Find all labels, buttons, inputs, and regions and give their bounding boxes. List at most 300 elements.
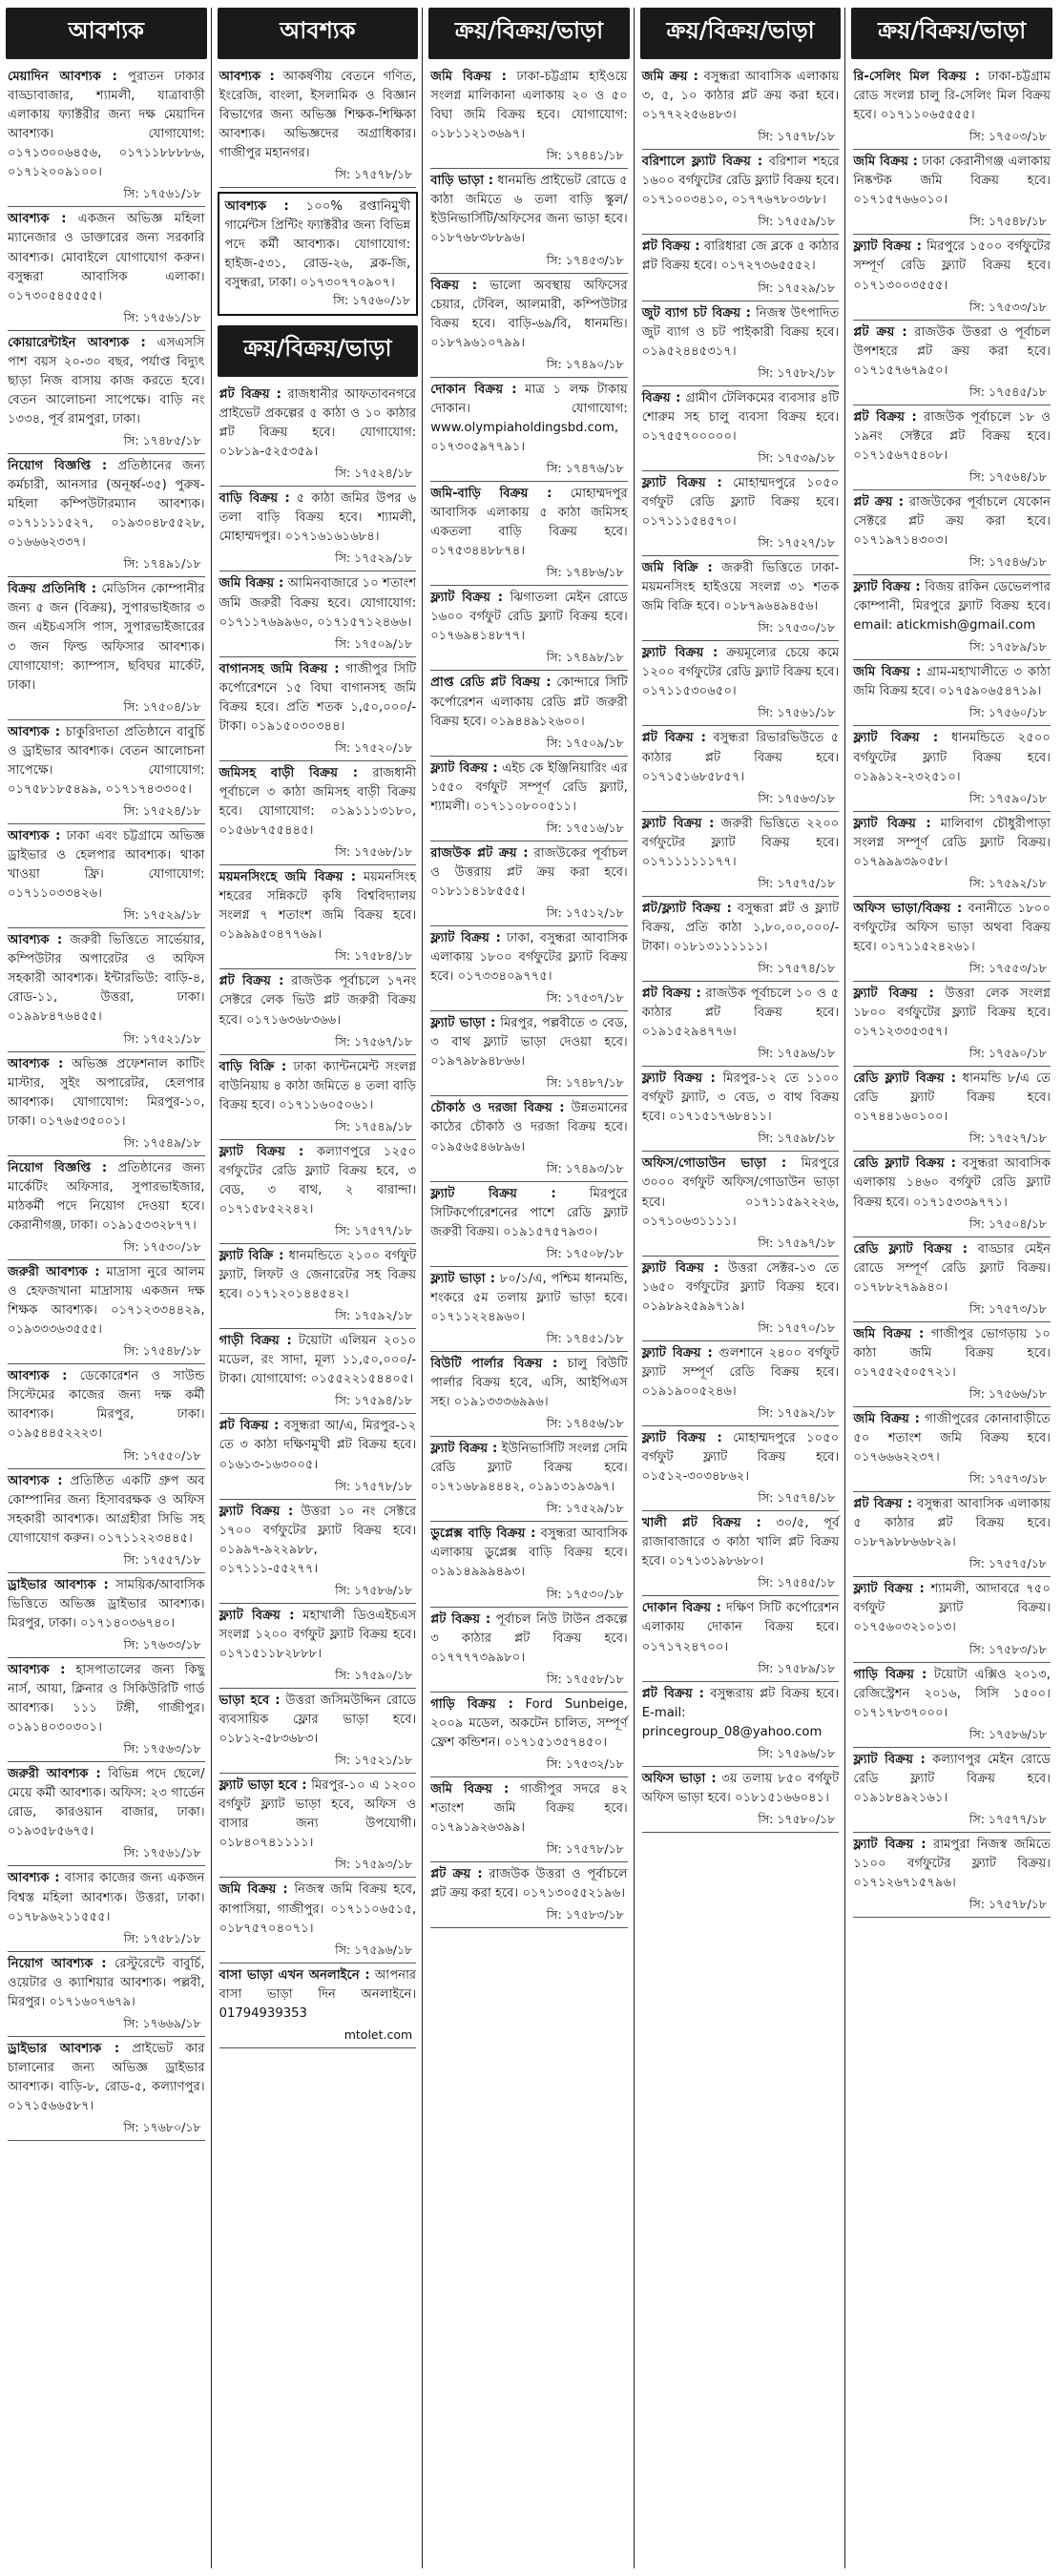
ad-body: বসুন্ধরা আবাসিক এলাকায় ৩, ৫, ১০ কাঠার প্লট ক্রয় করা হবে। ০১৭৭২২৫৬৪৮৩। [641,70,840,123]
ad-reference: সি: ১৭৫২৪/১৮ [8,800,205,824]
ad-body: ঝিগাতলা মেইন রোডে ১৬০০ বর্গফুট রেডি ফ্ল্যাট বিক্রয় হবে। ০১৭৬৯৪১৪৮৭৭। [430,591,628,644]
classified-ad [851,235,1052,320]
ad-heading: রি-সেলিং মিল বিক্রয় : [853,70,980,84]
ad-reference: সি: ১৭৪৭৬/১৮ [430,457,628,482]
column-5 [851,8,1056,2568]
ad-body: উত্তরা সেক্টর-১৩ তে ১৬৫০ বর্গফুটের ফ্ল্যাট বিক্রয় হবে। ০১৯৮৯২৫৯৯৭১৯। [641,1260,840,1314]
ad-heading: জমি বিক্রয় : [219,1882,288,1898]
ad-body: গ্রামীণ টেলিকমের ব্যবসার ৪টি শোরুম সহ চালু ব্যবসা বিক্রয় হবে। ০১৭৫৫৭০০০০০। [641,390,840,444]
classified-ad [218,761,419,865]
ad-reference: সি: ১৭৫৭৮/১৮ [853,1893,1051,1918]
ad-reference: সি: ১৭৫৬০/১৮ [853,701,1051,726]
ad-reference: সি: ১৭৫০৪/১৮ [8,696,205,720]
classified-ad [6,577,207,719]
ad-heading: প্লট ক্রয় : [853,324,907,340]
ad-body: মোহাম্মদপুরে ১০৫০ বর্গফুট ফ্ল্যাট বিক্রয় হবে। ০১৫১২-৩০৩৪৮৬২। [641,1431,840,1485]
ad-body: বসুন্ধরা রিভারভিউতে ৫ কাঠার প্লট বিক্রয় হবে। ০১৭১৫১৬৮৫৮৫৭। [641,731,840,784]
ad-heading: প্লট বিক্রয় : [641,731,706,746]
ad-body: সাময়িক/আবাসিক ভিত্তিতে অভিজ্ঞ ড্রাইভার আবশ্যক। মিরপুর, ঢাকা। ০১৭১৪০৩৬৭৪০। [8,1577,205,1631]
ad-body: জরুরী ভিত্তিতে ঢাকা-ময়মনসিংহ হাইওয়ে সংলগ্ন ৩১ শতক জমি বিক্রি হবে। ০১৮৭৯৬৪৯৪৫৬। [641,561,840,614]
classified-ad [851,321,1052,405]
classified-ad [428,671,630,756]
classified-ad [218,1329,419,1414]
classified-ad [428,378,630,482]
ad-body: ইউনিভার্সিটি সংলগ্ন সেমি রেডি ফ্ল্যাট বিক্রয় হবে। ০১৭১৬৮৯৪৪৪২, ০১৯১৩১৯৩৯৭। [430,1442,628,1495]
ad-reference: সি: ১৭৫০৮/১৮ [430,1242,628,1267]
ad-heading: দোকান বিক্রয় : [430,382,517,397]
ad-heading: ফ্ল্যাট বিক্রয় : [430,1442,498,1457]
classified-ad [640,1426,842,1511]
classified-ad [6,1762,207,1866]
ad-body: গাজীপুর সিটি কর্পোরেশনে ১৫ বিঘা বাগানসহ জমি বিক্রয় হবে। প্রতি শতক ১,৫০,০০০/- টাকা। ০১৯১৫০৩০৩৪৪। [219,661,417,734]
ad-reference: সি: ১৭৫৮২/১৮ [642,362,840,386]
classified-ad [428,926,630,1011]
ad-heading: বাগানসহ জমি বিক্রয় : [219,661,340,676]
ad-body: প্রতিষ্ঠানের জন্য মার্কেটিং অফিসার, সুপারভাইজার, মাঠকর্মী পদে নিয়োগ দেওয়া হবে। কেরানীগঞ্জ, ঢাকা। ০১৯১৫৩৩২৮৭৭। [8,1160,205,1233]
ad-heading: জমি-বাড়ি বিক্রয় : [430,487,552,501]
ad-heading: ফ্ল্যাট বিক্রয় : [853,1582,925,1597]
ad-reference: সি: ১৭৫৯০/১৮ [853,787,1051,812]
classified-ad [6,1952,207,2037]
ad-reference: সি: ১৭৪৫৬/১৮ [430,1412,628,1437]
ad-body: উত্তরা ১০ নং সেক্টরে ১৭০০ বর্গফুটের ফ্ল্যাট বিক্রয় হবে। ০১৯৯৭-৯২২৯৮৮, ০১৭১১১-৫৫২৭৭। [219,1504,417,1576]
ad-reference: সি: ১৭৪৯৩/১৮ [430,1157,628,1182]
ad-heading: ফ্ল্যাট বিক্রয় : [853,816,931,831]
classified-ad [6,1469,207,1573]
ad-heading: ফ্ল্যাট বিক্রয় : [641,816,715,831]
ad-reference: সি: ১৭৪৮৬/১৮ [430,561,628,586]
ad-heading: নিয়োগ আবশ্যক : [8,1956,107,1971]
classified-ad [218,1878,419,1963]
ad-body: গাজীপুরের কোনাবাড়ীতে ৫০ শতাংশ জমি বিক্রয় হবে। ০১৭৬৬৬২২৩৭। [853,1411,1051,1465]
ad-heading: নিয়োগ বিজ্ঞপ্তি : [8,1160,108,1175]
classified-ad [6,1658,207,1762]
section-header: আবশ্যক [218,8,419,59]
ad-reference: সি: ১৭৪৮৫/১৮ [8,429,205,454]
ad-heading: প্লট ক্রয় : [853,494,905,509]
ad-reference: সি: ১৭৫৩৭/১৮ [430,987,628,1011]
ad-body: অভিজ্ঞ প্রফেশনাল কাটিং মাস্টার, সুইং অপারেটর, হেলপার আবশ্যক। যোগাযোগ: মিরপুর-১০, ঢাকা। ০১৭৬৫৩৫০০১। [8,1056,205,1129]
ad-reference: সি: ১৭৪৯০/১৮ [430,353,628,378]
ad-heading: আবশ্যক : [8,1662,66,1677]
ad-heading: ফ্ল্যাট ভাড়া : [430,1016,496,1031]
ad-body: মিরপুর-১০ এ ১২০০ বর্গফুট ফ্ল্যাট ভাড়া হবে, অফিস ও বাসার জন্য উপযোগী। ০১৮৪০৭৪১১১১। [219,1778,417,1851]
ad-body: রাজধানীর আফতাবনগরে প্রাইভেট প্রকল্পের ৫ কাঠা ও ১০ কাঠার প্লট বিক্রয় হবে। যোগাযোগ: ০১৮১৯-৫২৫৩৫৯। [219,387,417,460]
ad-reference: সি: ১৭৪৯৮/১৮ [430,646,628,671]
ad-body: গুলশানে ২৪০০ বর্গফুট ফ্ল্যাট সম্পূর্ণ রেডি বিক্রয় হবে। ০১৯১৯০০৫২৪৬। [641,1345,840,1399]
ad-heading: বাড়ি বিক্রি : [219,1059,287,1074]
ad-body: নিজস্ব জমি বিক্রয় হবে, কাপাসিয়া, গাজীপুর। ০১৭১১০৬৫১৫, ০১৮৭৫৭০৪০৭১। [219,1882,417,1936]
ad-reference: সি: ১৭৫৪৫/১৮ [642,1571,840,1596]
ad-reference: সি: ১৭৫৯৪/১৮ [219,1389,417,1414]
ad-reference: সি: ১৭৫৮৪/১৮ [219,945,417,969]
ad-heading: বাড়ি বিক্রয় : [219,491,290,507]
ad-heading: অফিস/গোডাউন ভাড়া : [641,1156,787,1172]
classified-ad [218,1055,419,1140]
ad-heading: চৌকাঠ ও দরজা বিক্রয় : [430,1101,565,1116]
ad-heading: কোয়ারেন্টাইন আবশ্যক : [8,335,146,350]
ad-heading: খালী প্লট বিক্রয় : [641,1516,761,1531]
section-header: ক্রয়/বিক্রয়/ভাড়া [428,8,630,59]
ad-body: রাজউক পূর্বাচলে ১৭নং সেক্টরে লেক ভিউ প্লট জরুরী বিক্রয় হবে। ০১৭১৬৩৬৮৩৬৬। [219,974,417,1028]
classified-ad [640,641,842,726]
ad-heading: ফ্ল্যাট বিক্রয় : [853,1752,926,1767]
classified-ad [851,1492,1052,1577]
ad-reference: সি: ১৭৫৪৮/১৮ [853,210,1051,235]
ad-body: রাজউকের পূর্বাচল ও উত্তরায় প্লট ক্রয় করা হবে। ০১৮১১৪১৮৫৫৫। [430,845,628,899]
ad-body: মিরপুর-১২ তে ১১০০ বর্গফুট ফ্ল্যাট, ৩ বেড, ৩ বাথ বিক্রয় হবে। ০১৭১৫১৭৬৮৪১১। [641,1071,840,1125]
ad-reference: সি: ১৭৫৭৮/১৮ [430,1838,628,1862]
ad-body: প্রাইভেট কার চালানোর জন্য অভিজ্ঞ ড্রাইভার আবশ্যক। বাড়ি-৮, রোড-৫, কল্যাণপুর। ০১৭১৫৬৬৫৮৭। [8,2041,205,2113]
section-header: ক্রয়/বিক্রয়/ভাড়া [218,325,419,377]
ad-reference: সি: ১৭৫৭৭/১৮ [853,1808,1051,1833]
ad-heading: অফিস ভাড়া : [641,1771,717,1786]
ad-reference: সি: ১৭৫৩০/১৮ [430,1583,628,1608]
ad-body: বারিধারা জে ব্লকে ৫ কাঠার প্লট বিক্রয় হবে। ০১৭২৭৩৬৫৫৫২। [641,239,840,274]
ad-heading: ফ্ল্যাট বিক্রয় : [641,1071,716,1087]
classified-ad [640,301,842,386]
ad-reference: সি: ১৭৫৭৩/১৮ [853,1467,1051,1492]
section-header: ক্রয়/বিক্রয়/ভাড়া [640,8,842,59]
classified-ad [428,1862,630,1928]
classified-ad [6,1364,207,1468]
ad-reference: সি: ১৭৫৭০/১৮ [642,1317,840,1341]
ad-body: পূর্বাচল নিউ টাউন প্রকল্পে ৩ কাঠার প্লট বিক্রয় হবে। ০১৭৭৭৭৩৯৯৮০। [430,1611,628,1665]
ad-heading: ড্রাইভার আবশ্যক : [8,1577,109,1592]
classified-ad [6,2037,207,2141]
classified-ad [6,824,207,928]
classified-ad [218,65,419,188]
ad-body: কোন্দারে সিটি কর্পোরেশন এলাকায় রেডি প্লট জরুরী বিক্রয় হবে। ০১৯৪৪৯১২৬০০। [430,675,628,729]
classified-ad [851,1833,1052,1918]
ad-body: গাজীপুর সদরে ৪২ শতাংশ জমি বিক্রয় হবে। ০১৭৯১৯২৬৩৯৯। [430,1781,628,1835]
ad-reference: সি: ১৭৫০৯/১৮ [219,633,417,657]
ad-reference: সি: ১৭৫৬১/১৮ [8,182,205,207]
ad-reference: সি: ১৭৫৬১/১৮ [8,1841,205,1866]
classified-ad [428,1437,630,1522]
ad-reference: সি: ১৭৫৭৮/১৮ [219,163,417,188]
ad-body: ৩য় তলায় ৮৫০ বর্গফুট অফিস ভাড়া হবে। ০১৮১৫১৬৬০৪১। [641,1771,840,1805]
ad-body: জরুরী ভিত্তিতে ২২০০ বর্গফুটের ফ্ল্যাট বিক্রয় হবে। ০১৭১১১১১১৭৭। [641,816,840,869]
ad-reference: সি: ১৭৫৩০/১৮ [642,616,840,641]
ad-heading: বিক্রয় প্রতিনিধি : [8,582,96,597]
ad-heading: ফ্ল্যাট বিক্রয় : [853,1837,927,1852]
ad-body: রেস্টুরেন্টে বাবুর্চি, ওয়েটার ও ক্যাশিয়ার আবশ্যক। পল্লবী, মিরপুর। ০১৭১৬০৭৬৭৯। [8,1956,205,2009]
ad-heading: মেয়াদিন আবশ্যক : [8,70,117,84]
classified-ad [428,1522,630,1607]
classified-ad [218,1689,419,1774]
ad-heading: গাড়ী বিক্রয় : [219,1334,292,1349]
ad-reference: সি: ১৭৫২৯/১৮ [219,547,417,571]
ad-heading: আবশ্যক : [8,1871,60,1886]
ad-heading: আবশ্যক : [219,70,275,84]
ad-heading: ফ্ল্যাট বিক্রয় : [641,1260,719,1276]
ad-reference: সি: ১৭৫১২/১৮ [430,902,628,926]
ad-heading: আবশ্যক : [8,933,63,948]
column-4 [640,8,846,2568]
ad-body: ক্রয়মূল্যের চেয়ে কমে ১২০০ বর্গফুটের রেডি ফ্ল্যাট বিক্রয় হবে। ০১৭১১৫৩০৬৫০। [641,646,840,699]
ad-body: বিভিন্ন পদে ছেলে/মেয়ে কর্মী আবশ্যক। অফিস: ২৩ গার্ডেন রোড, কারওয়ান বাজার, ঢাকা। ০১৯৩৫৮৫৬৭৫। [8,1767,205,1839]
classified-ad [640,1341,842,1426]
ad-reference: সি: ১৭৫৯০/১৮ [219,1664,417,1689]
ad-reference: সি: ১৭৫০৯/১৮ [430,732,628,757]
ad-heading: ড্রাইভার আবশ্যক : [8,2041,120,2056]
ad-body: মিরপুরে সিটিকর্পোরেশনের পাশে রেডি ফ্ল্যাট জরুরী বিক্রয়। ০১৯১৫৭৫৭৯৩০। [430,1186,628,1239]
classified-ad [6,720,207,824]
classified-ad [640,897,842,982]
ad-reference: সি: ১৭৫৫৯/১৮ [642,210,840,235]
ad-heading: ময়মনসিংহে জমি বিক্রয় : [219,870,356,885]
ad-reference: সি: ১৭৫১৬/১৮ [430,817,628,841]
ad-heading: বিক্রয় : [641,390,681,405]
ad-heading: প্লট বিক্রয় : [853,1497,913,1512]
ad-body: প্রতিষ্ঠিত একটি গ্রুপ অব কোম্পানির জন্য হিসাবরক্ষক ও অফিস সহকারী আবশ্যক। আগ্রহীরা সিভি সহ যোগাযোগ করুন। ০১৭১১২২৩৪৪৫। [8,1473,205,1546]
ad-body: নিজস্ব উৎপাদিত জুট ব্যাগ ও চট পাইকারী বিক্রয় হবে। ০১৯৫২৪৪৫৩১৭। [641,305,840,359]
ad-reference: সি: ১৭৫৬৮/১৮ [219,841,417,865]
classified-ad [640,726,842,811]
ad-heading: রেডি ফ্ল্যাট বিক্রয় : [853,1156,956,1172]
ad-body: বরিশাল শহরে ১৬০০ বর্গফুটের রেডি ফ্ল্যাট বিক্রয় হবে। ০১৭১০০৩৪১০, ০১৭৭৬৭৮০৩৮৮। [641,155,840,208]
classified-ad [218,1774,419,1878]
ad-heading: অফিস ভাড়া/বিক্রয় : [853,901,963,916]
ad-reference: সি: ১৭৫০৩/১৮ [853,125,1051,150]
classified-ad [851,660,1052,726]
ad-reference: সি: ১৭৫৮৬/১৮ [219,1579,417,1604]
ad-reference: সি: ১৭৫৬১/১৮ [8,306,205,331]
ad-heading: ফ্ল্যাট বিক্রয় : [853,731,939,746]
classified-ad [640,471,842,556]
ad-reference: সি: ১৭৫৭৮/১৮ [642,125,840,150]
classified-ad [851,726,1052,811]
ad-heading: নিয়োগ বিজ্ঞপ্তি : [8,459,108,473]
ad-body: ধানমন্ডিতে ২৫০০ বর্গফুটের ফ্ল্যাট বিক্রয় হবে। ০১৯৯১২-২৩২৫১০। [853,731,1051,784]
ad-heading: গাড়ি বিক্রয় : [853,1667,927,1682]
ad-heading: আবশ্যক : [224,199,289,215]
ad-heading: বিক্রয় : [430,278,478,293]
classified-ad [428,65,630,169]
classified-ad [640,1596,842,1681]
ad-heading: প্লট বিক্রয় : [219,974,284,989]
ad-reference: সি: ১৭৫৬৭/১৮ [219,1030,417,1055]
classified-ad [428,274,630,378]
ad-reference: সি: ১৭৫৯২/১৮ [853,872,1051,897]
ad-heading: প্লট বিক্রয় : [219,1419,280,1434]
ad-body: মাত্র ১ লক্ষ টাকায় দোকান। যোগাযোগ: www.olympiaholdingsbd.com, ০১৭৩০৫৯৭৭৯১। [430,382,628,454]
ad-reference: সি: ১৭৪৫১/১৮ [430,1327,628,1352]
classified-ad [428,1182,630,1267]
classified-ad [428,1011,630,1096]
column-2 [218,8,424,2568]
ad-body: উত্তরা লেক সংলগ্ন ১৮০০ বর্গফুটের ফ্ল্যাট বিক্রয় হবে। ০১৭১২৩৩৫৩৫৭। [853,987,1051,1040]
ad-body: ঢাকা ক্যান্টনমেন্ট সংলগ্ন বাউনিয়ায় ৪ কাঠা জমিতে ৪ তলা বাড়ি বিক্রয় হবে। ০১৭১১৬০৫০৬১। [219,1059,417,1112]
ad-heading: ফ্ল্যাট বিক্রয় : [219,1144,304,1159]
ad-body: আকর্ষণীয় বেতনে গণিত, ইংরেজি, বাংলা, ইসলামিক ও বিজ্ঞান বিভাগের জন্য অভিজ্ঞ শিক্ষক-শিক্ষিকা আবশ্যক। অভিজ্ঞদের অগ্রাধিকার। গাজীপুর মহানগর। [219,70,417,161]
ad-heading: জরুরী আবশ্যক : [8,1767,101,1782]
ad-body: কল্যাণপুরে ১২৫০ বর্গফুটের রেডি ফ্ল্যাট বিক্রয় হবে, ৩ বেড, ৩ বাথ, ২ বারান্দা। ০১৭১৫৮৫২২৪২। [219,1144,417,1216]
ad-heading: ফ্ল্যাট বিক্রয় : [430,760,498,776]
ad-body: শ্যামলী, আদাবরে ৭৫০ বর্গফুট ফ্ল্যাট বিক্রয়। ০১৭৫৬০৩২১০১৩। [853,1582,1051,1635]
classified-ad [218,969,419,1054]
ad-reference: সি: ১৭৫৪৫/১৮ [853,381,1051,405]
ad-reference: সি: ১৭৫৯৬/১৮ [219,1939,417,1963]
classified-ad [640,386,842,471]
ad-heading: প্লট বিক্রয় : [219,387,281,403]
ad-reference: সি: ১৭৫৯২/১৮ [642,1402,840,1426]
ad-body: টয়োটা এলিয়ন ২০১০ মডেল, রং সাদা, মূল্য ১১,৫০,০০০/- টাকা। যোগাযোগ: ০১৫৫২২১৫৪৪০৫। [219,1334,417,1387]
ad-heading: ডুপ্লেক্স বাড়ি বিক্রয় : [430,1527,536,1542]
classified-ad [6,928,207,1051]
ad-body: বাড্ডার মেইন রোডে সম্পূর্ণ রেডি ফ্ল্যাট বিক্রয়। ০১৭৮৮২৭৯৯৪০। [853,1241,1051,1295]
ad-heading: রাজউক প্লট ক্রয় : [430,845,529,861]
ad-reference: সি: ১৭৫৬৩/১৮ [8,1737,205,1762]
ad-reference: সি: ১৭৫৮১/১৮ [8,1927,205,1952]
classified-ad [851,1407,1052,1492]
ad-heading: দোকান বিক্রয় : [641,1601,721,1616]
ad-body: মিরপুর, পল্লবীতে ৩ বেড, ৩ বাথ ফ্ল্যাট ভাড়া দেওয়া হবে। ০১৯৭৯৮৯৪৮৬৬। [430,1016,628,1070]
ad-reference: সি: ১৭৫২১/১৮ [219,1749,417,1774]
ad-heading: আবশ্যক : [8,212,67,227]
ad-heading: ফ্ল্যাট বিক্রয় : [641,646,718,661]
ad-body: আপনার বাসা ভাড়া দিন অনলাইনে। 01794939353 [219,1967,417,2021]
classified-ad [218,487,419,571]
classified-ad [640,1682,842,1767]
ad-reference: সি: ১৭৬৩৩/১৮ [8,1633,205,1658]
classified-ad [6,65,207,207]
classified-ad [6,331,207,454]
ad-reference: সি: ১৭৫২৭/১৮ [642,531,840,556]
ad-heading: জমি বিক্রি : [641,561,713,576]
ad-heading: ভাড়া হবে : [219,1693,281,1709]
ad-heading: আবশ্যক : [8,1369,68,1384]
ad-reference: সি: ১৭৫৯৩/১৮ [219,1853,417,1878]
classified-ad [218,1140,419,1244]
ad-body: ধানমন্ডিতে ২১০০ বর্গফুট ফ্ল্যাট, লিফট ও জেনারেটর সহ বিক্রয় হবে। ০১৭১২০১৪৪৫৪২। [219,1249,417,1302]
ad-reference: সি: ১৭৫৫৮/১৮ [430,1668,628,1693]
ad-reference: সি: ১৭৫৫৩/১৮ [853,957,1051,982]
ad-body: এইচ কে ইঞ্জিনিয়ারিং এর ১৫৫০ বর্গফুট সম্পূর্ণ রেডি ফ্ল্যাট, শ্যামলী। ০১৭১১০৮০০৫১১। [430,760,628,814]
ad-reference: সি: ১৭৫০৪/১৮ [853,1213,1051,1237]
ad-heading: জমি বিক্রয় : [430,70,507,84]
classified-ad [6,1260,207,1364]
classified-ad [851,812,1052,897]
ad-body: বসুন্ধরা আবাসিক এলাকায় ৫ কাঠার প্লট বিক্রয় হবে। ০১৮৭৯৮৮৬৬৮২৯। [853,1497,1051,1550]
ad-heading: গাড়ি বিক্রয় : [430,1696,513,1712]
ad-reference: সি: ১৭৫৪৮/১৮ [8,1340,205,1364]
classified-ad [851,1577,1052,1662]
ad-reference: সি: ১৭৫২৯/১৮ [430,1497,628,1522]
classified-ad [640,982,842,1067]
classified-ad [851,1322,1052,1407]
ad-heading: প্রাপ্ত রেডি প্লট বিক্রয় : [430,675,552,691]
section-header: ক্রয়/বিক্রয়/ভাড়া [851,8,1052,59]
ad-reference: সি: ১৭৫৪৯/১৮ [219,1115,417,1140]
ad-reference: সি: ১৭৫৭৫/১৮ [642,872,840,897]
ad-reference: সি: ১৭৫৯৮/১৮ [642,1127,840,1152]
ad-heading: জমি বিক্রয় : [219,576,284,592]
classified-ad [218,657,419,761]
ad-heading: ফ্ল্যাট ভাড়া হবে : [219,1778,307,1794]
ad-reference: সি: ১৭৫৩২/১৮ [430,1753,628,1777]
classified-ad [851,1152,1052,1236]
column-3 [428,8,635,2568]
classified-ad [851,897,1052,982]
section-header: আবশ্যক [6,8,207,59]
ad-body: বসুন্ধরা আবাসিক এলাকায় ডুপ্লেক্স বাড়ি বিক্রয় হবে। ০১৯১৪৯৯৯৪৯৩। [430,1527,628,1580]
ad-body: Ford Sunbeige, ২০০৯ মডেল, অকটেন চালিত, সম্পূর্ণ ফ্রেশ কন্ডিশন। ০১৭১৫১৩৫৭৪৫০। [430,1696,628,1750]
ad-reference: সি: ১৭৫২৯/১৮ [8,904,205,928]
ad-heading: প্লট ক্রয় : [430,1867,483,1882]
ad-reference: সি: ১৭৫৮৬/১৮ [853,1723,1051,1748]
ad-body: ময়মনসিংহ শহরের সন্নিকটে কৃষি বিশ্ববিদ্যালয় সংলগ্ন ৭ শতাংশ জমি বিক্রয় হবে। ০১৯৯৯৫০৪৭৭৬৯। [219,870,417,943]
classified-ad [851,65,1052,150]
ad-reference: সি: ১৭৫৬০/১৮ [333,293,411,308]
ad-reference: সি: ১৭৫৮৩/১৮ [430,1903,628,1928]
ad-heading: জমিসহ বাড়ী বিক্রয় : [219,765,359,780]
ad-heading: ফ্ল্যাট বিক্রয় : [641,1431,722,1445]
ad-heading: ফ্ল্যাট বিক্রয় : [430,591,504,606]
ad-body: কল্যাণপুর মেইন রোডে রেডি ফ্ল্যাট বিক্রয় হবে। ০১৯১৮৪৯২১৬১। [853,1752,1051,1805]
ad-body: ঢাকা এবং চট্টগ্রামে অভিজ্ঞ ড্রাইভার ও হেলপার আবশ্যক। থাকা খাওয়া ফ্রি। যোগাযোগ: ০১৭১১০৩৩৪২৬। [8,828,205,902]
ad-reference: সি: ১৭৫২৯/১৮ [642,277,840,301]
ad-reference: সি: ১৭৫৬৪/১৮ [853,466,1051,490]
ad-heading: জমি বিক্রয় : [853,1411,920,1426]
ad-heading: প্লট বিক্রয় : [853,409,917,425]
ad-body: বিজয় রাকিন ডেভেলপার কোম্পানী, মিরপুরে ফ্ল্যাট বিক্রয় হবে। email: atickmish@gmail.com [853,580,1051,634]
ad-body: রাজউকের পূর্বাচলে যেকোন সেক্টরে প্লট ক্রয় করা হবে। ০১৭১৯৭১৪৩০৩। [853,494,1051,549]
ad-heading: জরুরী আবশ্যক : [8,1265,100,1279]
ad-body: মেডিসিন কোম্পানীর জন্য ৫ জন (বিক্রয়), সুপারভাইজার ৩ জন এইচএসসি পাস, সুপারভাইজারের ৩ জন ফিল্ড অফিসার আবশ্যক। যোগাযোগ: ক্যাম্পাস, ছবিঘর মার্কেট, ঢাকা। [8,582,205,693]
ad-body: ৩০/৫, পূর্ব রাজাবাজারে ৩ কাঠা খালি প্লট বিক্রয় হবে। ০১৭১৩১৯৮৬৮০। [641,1516,840,1569]
ad-reference: সি: ১৭৫৬৩/১৮ [642,787,840,812]
ad-reference: সি: ১৭৫৯৬/১৮ [642,1042,840,1067]
ad-reference: সি: ১৭৫৮৩/১৮ [853,1638,1051,1663]
ad-reference: সি: ১৭৫৭৪/১৮ [642,957,840,982]
classified-ad [6,1573,207,1658]
ad-reference: সি: ১৭৬৮০/১৮ [8,2116,205,2141]
ad-body: উন্নতমানের কাঠের চৌকাঠ ও দরজা বিক্রয় হবে। ০১৯৫৬৫৪৬৮৯৬। [430,1101,628,1154]
ad-body: টয়োটা এক্সিও ২০১৩, রেজিস্ট্রেশন ২০১৬, সিসি ১৫০০। ০১৭১৭৮৩৭০০০। [853,1667,1051,1720]
ad-heading: ফ্ল্যাট বিক্রয় : [641,475,722,490]
ad-reference: mtolet.com [219,2024,417,2048]
ad-body: পুরাতন ঢাকার বাড্ডাবাজার, শ্যামলী, যাত্রাবাড়ী এলাকায় ফ্যাক্টরীর জন্য দক্ষ মেয়াদিন আবশ্যক। যোগাযোগ: ০১৭১৩০০৬৪৫৬, ০১৭১১৮৮৮৮৬, ০১৭১২০০৯১০০। [8,70,205,180]
ad-body: রাজউক উত্তরা ও পূর্বাচলে প্লট ক্রয় করা হবে। ০১৭১৩০৫৫২১৯৬। [430,1867,628,1901]
ad-heading: ফ্ল্যাট ভাড়া : [430,1271,496,1286]
ad-body: বসুন্ধরা আবাসিক এলাকায় ১৪৬০ বর্গফুট রেডি ফ্ল্যাট বিক্রয় হবে। ০১৭১৫৩৩৯৭৭১। [853,1156,1051,1210]
ad-body: ১০০% রপ্তানিমুখী গার্মেন্টস প্রিন্টিং ফ্যাক্টরীর জন্য বিভিন্ন পদে কর্মী আবশ্যক। যোগাযোগ: হাইজ-৫৩১, রোড-২৬, ব্লক-জি, বসুন্ধরা, ঢাকা। ০১৭৩০৭৭০৯০৭। [224,199,411,290]
ad-reference: সি: ১৭৫২০/১৮ [219,737,417,761]
ad-heading: ফ্ল্যাট বিক্রয় : [853,987,934,1001]
ad-body: রামপুরা নিজস্ব জমিতে ১১০০ বর্গফুটের ফ্ল্যাট বিক্রয়। ০১৭১২৬৭১৫৭৯৬। [853,1837,1051,1890]
classified-ad [851,405,1052,490]
column-1 [6,8,212,2568]
ad-body: ঢাকা কেরানীগঞ্জ এলাকায় নিষ্কণ্টক জমি বিক্রয় হবে। ০১৭১৫৭৬৬০১০। [853,155,1051,208]
classified-ad [851,1748,1052,1833]
ad-body: মহাখালী ডিওএইচএস সংলগ্ন ১২০০ বর্গফুট ফ্ল্যাট বিক্রয় হবে। ০১৭১৫১১৮২৮৮৮। [219,1608,417,1661]
ad-heading: জমি বিক্রয় : [853,155,918,170]
classified-ad [428,1693,630,1777]
ad-body: ঢাকা, বসুন্ধরা আবাসিক এলাকায় ১৮০০ বর্গফুটের ফ্ল্যাট বিক্রয় হবে। ০১৭৩৩৪০৯৭৭৫। [430,931,628,985]
ad-reference: সি: ১৭৫৭৫/১৮ [853,1552,1051,1577]
ad-reference: সি: ১৭৫৯৭/১৮ [642,1232,840,1257]
classified-ad [428,1267,630,1352]
ad-body: ডেকোরেশন ও সাউন্ড সিস্টেমের কাজের জন্য দক্ষ কর্মী আবশ্যক। মিরপুর, ঢাকা। ০১৯৫৪৪৫২২২৩। [8,1369,205,1442]
ad-heading: প্লট বিক্রয় : [641,987,701,1001]
ad-body: ধানমন্ডি প্রাইভেট রোডে ৫ কাঠা জমিতে ৬ তলা বাড়ি স্কুল/ইউনিভার্সিটি/অফিসের জন্য ভাড়া হবে। ০১৮৭৬৮৩৮৮৯৬। [430,174,628,246]
ad-heading: জমি ক্রয় : [641,70,698,84]
ad-body: বসুন্ধরা আ/এ, মিরপুর-১২ তে ৩ কাঠা দক্ষিণমুখী প্লট বিক্রয় হবে। ০১৬১৩-১৬৩০০৫। [219,1419,417,1472]
ad-heading: জমি বিক্রয় : [430,1781,510,1797]
ad-body: চালু বিউটি পার্লার বিক্রয় হবে, এসি, আইপিএস সহ। ০১৯১৩৩৩৬৯৯৬। [430,1356,628,1410]
